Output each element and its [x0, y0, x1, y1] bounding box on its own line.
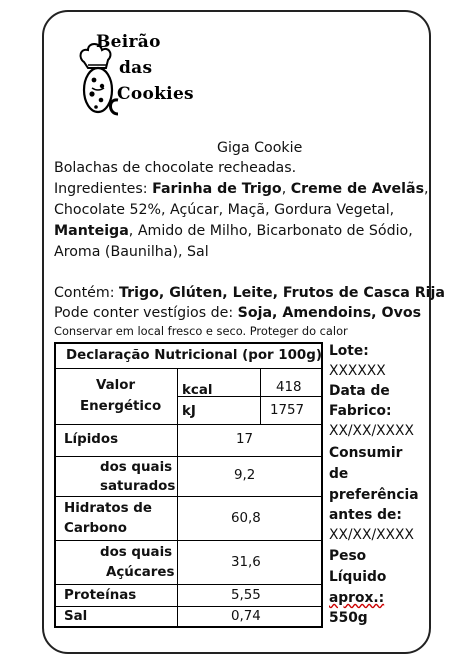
lipids-label: Lípidos [64, 432, 119, 447]
brand-line-2: das [119, 58, 153, 78]
fab-label-2: Fabrico: [329, 403, 392, 419]
allergens-contains-list: Trigo, Glúten, Leite, Frutos de Casca Rija [118, 285, 445, 301]
energy-label-1: Valor [96, 378, 136, 393]
kcal-unit: kcal [182, 383, 213, 398]
best-before-value: XX/XX/XXXX [329, 527, 414, 543]
protein-value: 5,55 [231, 588, 261, 603]
ingredient-wheat-flour: Farinha de Trigo [152, 181, 282, 197]
weight-label-3: aprox.: [329, 590, 385, 606]
ingredients-line-3 [54, 221, 413, 241]
best-before-label-3: preferência [329, 487, 419, 503]
carbs-value: 60,8 [231, 511, 261, 526]
saturated-label-2: saturados [100, 479, 176, 494]
energy-label-2: Energético [80, 399, 162, 414]
lipids-value: 17 [236, 432, 254, 447]
nutrition-table [54, 342, 323, 628]
ingredients-prefix: Ingredientes: [54, 181, 153, 197]
storage-instructions: Conservar em local fresco e seco. Proteger do calor [54, 324, 348, 338]
salt-value: 0,74 [231, 609, 261, 624]
ingredients-line-2: Chocolate 52%, Açúcar, Maçã, Gordura Vegetal, [54, 202, 395, 218]
sugars-label-2: Açúcares [106, 565, 175, 580]
ingredients-separator: , [281, 181, 291, 197]
product-name: Giga Cookie [217, 140, 303, 156]
saturated-label-1: dos quais [100, 460, 173, 475]
ingredient-hazelnut-cream: Creme de Avelãs [290, 181, 425, 197]
ingredients-line-3-rest: , Amido de Milho, Bicarbonato de Sódio, [128, 223, 413, 239]
salt-label: Sal [64, 609, 88, 624]
saturated-value: 9,2 [234, 468, 256, 483]
kcal-value: 418 [276, 380, 302, 395]
allergens-traces-list: Soja, Amendoins, Ovos [237, 305, 422, 321]
carbs-label-1: Hidratos de [64, 501, 152, 516]
best-before-label-4: antes de: [329, 507, 402, 523]
carbs-label-2: Carbono [64, 521, 127, 536]
ingredients-line-1 [54, 179, 429, 199]
sugars-value: 31,6 [231, 555, 261, 570]
lote-label: Lote: [329, 343, 369, 359]
weight-value: 550g [329, 610, 368, 626]
weight-label-2: Líquido [329, 569, 387, 585]
ingredients-line-4: Aroma (Baunilha), Sal [54, 244, 209, 260]
allergens-contains [54, 283, 445, 303]
ingredients-line-end: , [424, 181, 429, 197]
allergens-contains-prefix: Contém: [54, 285, 119, 301]
fab-value: XX/XX/XXXX [329, 423, 414, 439]
product-description: Bolachas de chocolate recheadas. [54, 160, 297, 176]
lote-value: XXXXXX [329, 363, 386, 379]
best-before-label-2: de [329, 466, 349, 482]
ingredient-butter: Manteiga [54, 223, 129, 239]
best-before-label-1: Consumir [329, 445, 403, 461]
nutrition-title: Declaração Nutricional (por 100g) [66, 348, 322, 363]
kj-unit: kJ [182, 404, 196, 419]
fab-label-1: Data de [329, 383, 390, 399]
allergens-traces [54, 303, 421, 323]
allergens-traces-prefix: Pode conter vestígios de: [54, 305, 238, 321]
brand-line-3: Cookies [117, 84, 194, 104]
brand-line-1: Beirão [96, 32, 161, 52]
sugars-label-1: dos quais [100, 545, 173, 560]
protein-label: Proteínas [64, 588, 137, 603]
kj-value: 1757 [270, 403, 305, 418]
weight-label-1: Peso [329, 548, 367, 564]
